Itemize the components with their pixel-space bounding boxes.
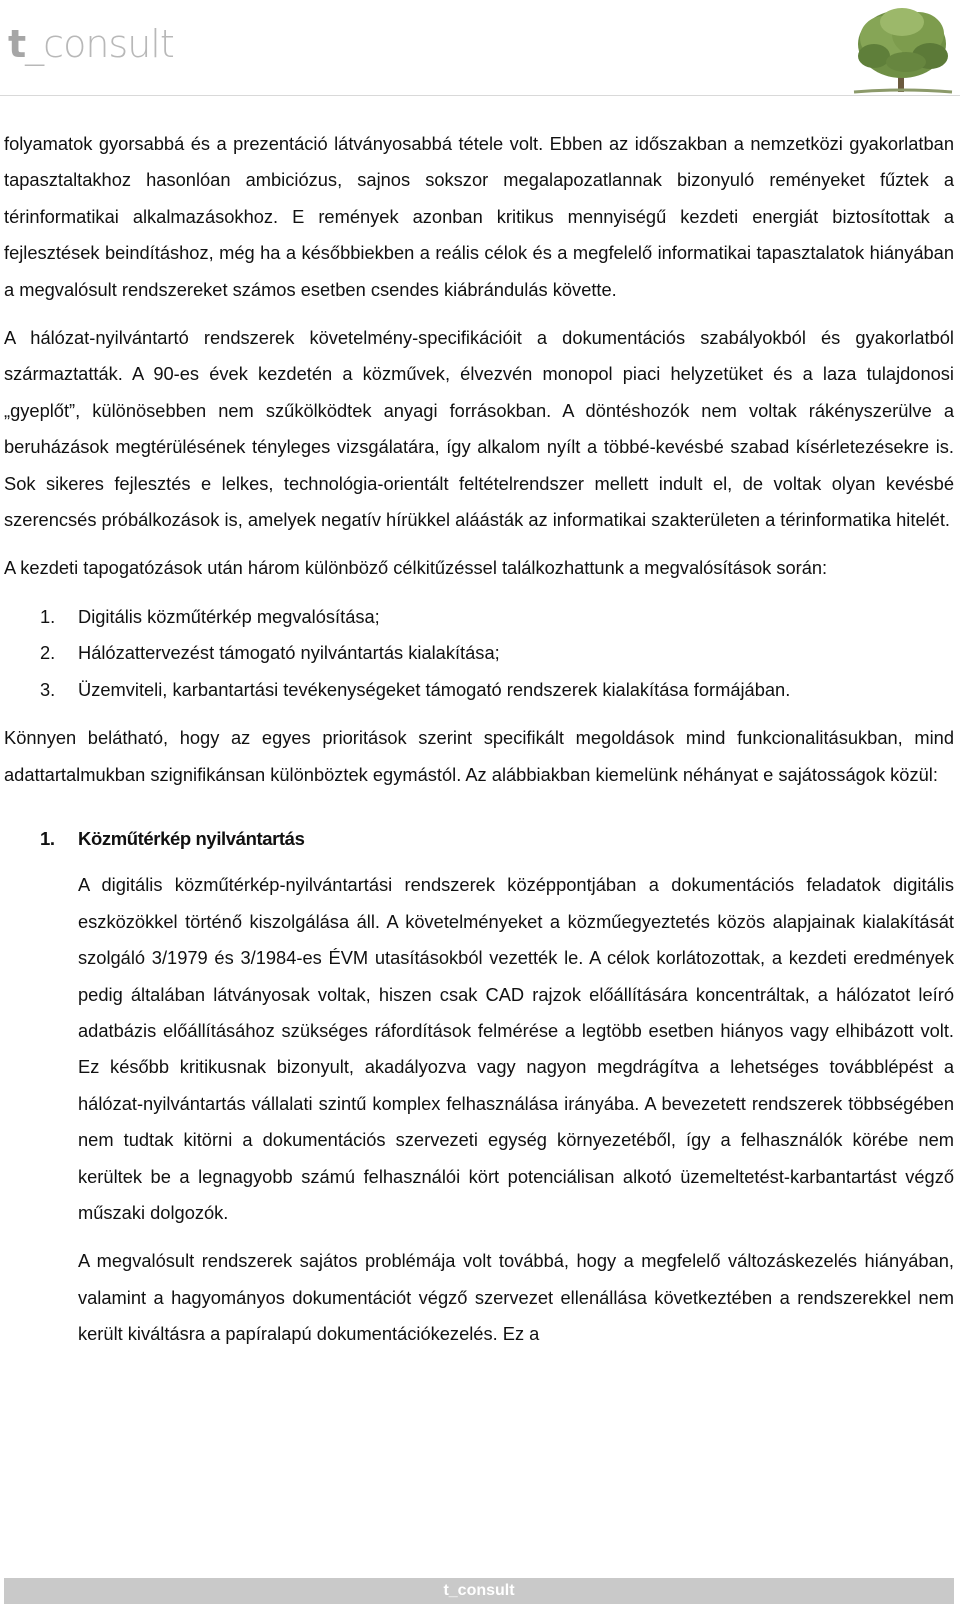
body-paragraph: Könnyen belátható, hogy az egyes prioritások szerint specifikált megoldások mind funkcionalitásukban, mind adattartalmukban szignifikánsan különböztek egymástól. Az alábbiakban kiemelünk néhányat e sajátosságok közül: xyxy=(4,727,954,785)
list-item-text: Digitális közműtérkép megvalósítása; xyxy=(78,605,380,627)
body-paragraph: A hálózat-nyilvántartó rendszerek követelmény-specifikációit a dokumentációs szabályokból és gyakorlatból származtatták. A 90-es évek kezdetén a közművek, élvezvén monopol piaci helyzetüket és a laza tulajdonosi „gyeplőt”, különösebben nem szűkölködtek anyagi forrásokban. A döntéshozók nem voltak rákényszerülve a beruházások megtérülésének tényleges vizsgálatára, így alkalom nyílt a többé-kevésbé szabad kísérletezésekre is. Sok sikeres fejlesztés e lelkes, technológia-orientált feltételrendszer mellett indult el, de voltak olyan kevésbé szerencsés próbálkozások is, amelyek negatív hírükkel aláásták az informatikai szakterületen a térinformatika hitelét. xyxy=(4,327,954,531)
list-item xyxy=(4,635,954,671)
list-item-number: 2. xyxy=(40,642,56,664)
list-item-text: Hálózattervezést támogató nyilvántartás kialakítása; xyxy=(78,642,500,664)
tree-logo-icon xyxy=(844,4,960,96)
body-paragraph: folyamatok gyorsabbá és a prezentáció látványosabbá tétele volt. Ebben az időszakban a nemzetközi gyakorlatban tapasztaltakhoz hasonlóan ambiciózus, sajnos sokszor megalapozatlannak bizonyuló reményeket fűztek a térinformatikai alkalmazásokhoz. E remények azonban kritikus mennyiségű kezdeti energiát biztosítottak a fejlesztések beindításhoz, még ha a későbbiekben a reális célok és a megfelelő informatikai tapasztalatok hiányában a megvalósult rendszereket számos esetben csendes kiábrándulás követte. xyxy=(4,133,954,300)
body-paragraph: A kezdeti tapogatózások után három különböző célkitűzéssel találkozhattunk a megvalósítások során: xyxy=(4,557,828,579)
page-header xyxy=(0,0,960,96)
list-item-number: 3. xyxy=(40,678,56,700)
section-heading xyxy=(4,821,954,857)
company-logo xyxy=(8,22,174,66)
list-item-number: 1. xyxy=(40,605,56,627)
list-item xyxy=(4,672,954,708)
list-item xyxy=(4,599,954,635)
list-item-text: Üzemviteli, karbantartási tevékenységeket támogató rendszerek kialakítása formájában. xyxy=(78,678,791,700)
document-body xyxy=(4,126,954,1365)
section-paragraph: A digitális közműtérkép-nyilvántartási rendszerek középpontjában a dokumentációs feladatok digitális eszközökkel történő kiszolgálása áll. A követelményeket a közműegyeztetés közös alapjainak kialakítását szolgáló 3/1979 és 3/1984-es ÉVM utasításokból vezették le. A célok korlátozottak, a kezdeti eredmények pedig általában látványosak voltak, hiszen csak CAD rajzok előállítására koncentráltak, a hálózatot leíró adatbázis előállításához szükséges ráfordítások felmérése a legtöbb esetben hiányos vagy elhibázott volt. Ez később kritikusnak bizonyult, akadályozva vagy nagyon megdrágítva a lehetséges továbblépést a hálózat-nyilvántartás vállalati szintű komplex felhasználása irányába. A bevezetett rendszerek többségében nem tudtak kitörni a dokumentációs szervezeti egység környezetéből, így a felhasználók körébe nem kerültek be a legnagyobb számú felhasználói kört potenciálisan alkotó üzemeltetést-karbantartást végző műszaki dolgozók. xyxy=(78,874,954,1223)
section-title: Közműtérkép nyilvántartás xyxy=(78,827,305,849)
footer-text: t_consult xyxy=(443,1582,515,1599)
section-paragraph: A megvalósult rendszerek sajátos problémája volt továbbá, hogy a megfelelő változáskezelés hiányában, valamint a hagyományos dokumentációt végző szervezet ellenállása következtében a rendszerekkel nem került kiváltásra a papíralapú dokumentációkezelés. Ez a xyxy=(78,1250,954,1345)
header-divider xyxy=(0,95,960,96)
goals-list xyxy=(4,599,954,708)
section-number: 1. xyxy=(40,827,55,849)
logo-prefix: t xyxy=(8,22,26,66)
logo-suffix: _consult xyxy=(25,22,174,66)
page-footer xyxy=(4,1578,954,1604)
